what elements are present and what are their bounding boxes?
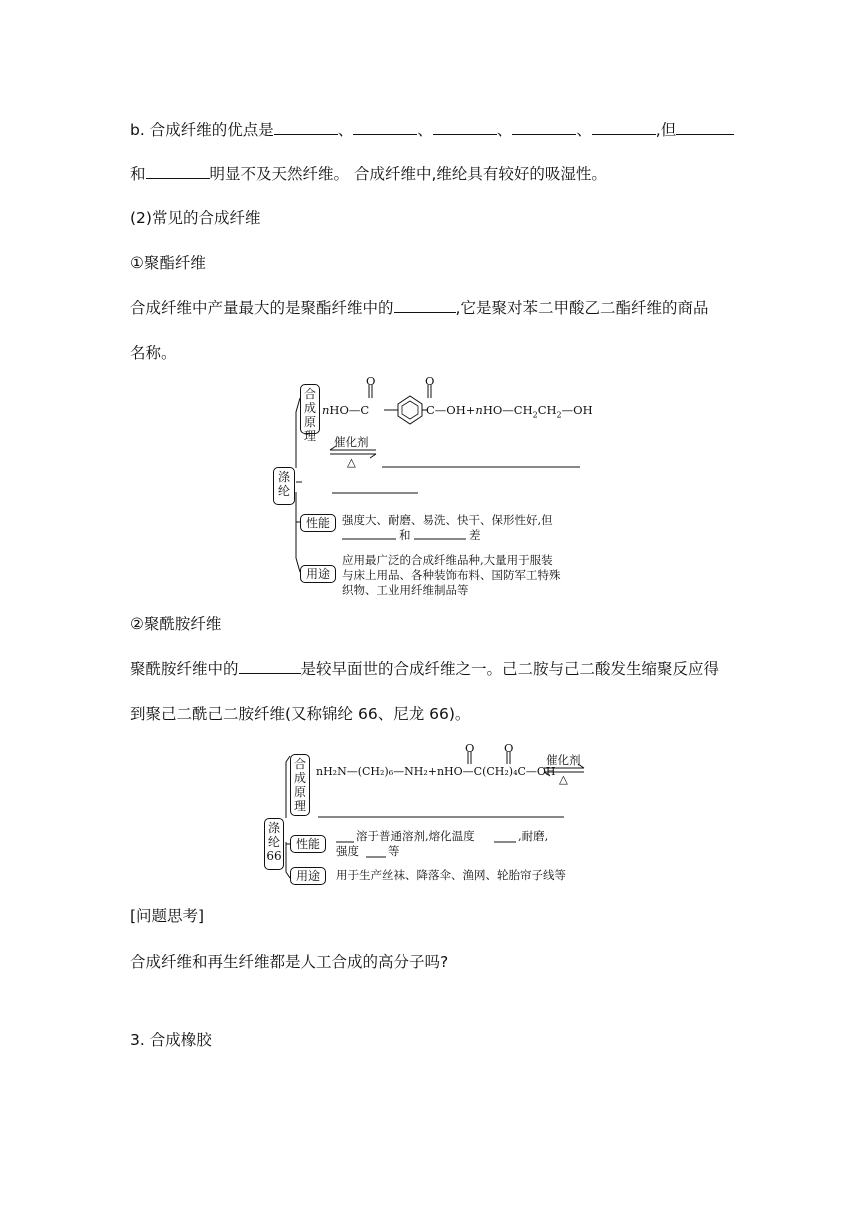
heat-symbol: △ <box>559 772 568 786</box>
catalyst-label: 催化剂 <box>334 435 369 449</box>
formula-part: HO—C <box>329 403 370 417</box>
text: ,但 <box>655 121 677 139</box>
oxygen-label: O <box>465 741 475 755</box>
property-label: 性能 <box>290 835 326 853</box>
question-text: 合成纤维和再生纤维都是人工合成的高分子吗? <box>130 953 449 971</box>
usage-text: 与床上用品、各种装饰布料、国防军工特殊 <box>342 568 561 582</box>
polyester-title: ①聚酯纤维 <box>130 254 206 272</box>
blank <box>146 164 210 179</box>
text: ,它是聚对苯二甲酸乙二酯纤维的商品 <box>455 299 709 317</box>
terylene-center-box: 涤纶 <box>273 467 295 505</box>
nylon66-diagram <box>262 740 602 888</box>
coefficient: n <box>322 403 330 417</box>
blank <box>676 120 734 135</box>
section-3-title: 3. 合成橡胶 <box>130 1031 212 1049</box>
blank <box>353 120 417 135</box>
principle-label: 合成原理 <box>290 754 310 816</box>
formula-part: HO—CH <box>482 403 533 417</box>
subscript: 2 <box>556 410 562 420</box>
blank <box>512 120 576 135</box>
reactant-formula <box>426 403 593 419</box>
text: 合成纤维中产量最大的是聚酯纤维中的 <box>130 299 394 317</box>
text: 是较早面世的合成纤维之一。己二胺与己二酸发生缩聚反应得 <box>300 660 720 678</box>
usage-label: 用途 <box>300 565 336 583</box>
polyamide-line-1 <box>130 659 719 679</box>
principle-label: 合成原理 <box>300 384 320 434</box>
text: 明显不及天然纤维。 合成纤维中,维纶具有较好的吸湿性。 <box>209 165 607 183</box>
usage-text: 织物、工业用纤维制品等 <box>342 583 469 597</box>
heat-symbol: △ <box>347 455 356 469</box>
text: 、 <box>576 121 592 139</box>
oxygen-label: O <box>504 741 514 755</box>
text: 、 <box>496 121 513 139</box>
polyamide-line-2: 到聚己二酰己二胺纤维(又称锦纶 66、尼龙 66)。 <box>130 705 471 723</box>
usage-text: 应用最广泛的合成纤维品种,大量用于服装 <box>342 553 553 567</box>
property-text: 强度 <box>336 844 359 858</box>
reactant-formula <box>322 403 369 417</box>
text: 和 <box>130 165 146 183</box>
catalyst-label: 催化剂 <box>546 753 581 767</box>
text: 聚酰胺纤维中的 <box>130 660 239 678</box>
property-poor: 差 <box>469 528 481 542</box>
polyester-line-2: 名称。 <box>130 344 177 362</box>
advantages-line-2 <box>130 164 607 184</box>
property-text: 等 <box>388 844 400 858</box>
blank <box>592 120 656 135</box>
blank <box>394 298 456 313</box>
text: 、 <box>417 121 433 139</box>
property-text: 溶于普通溶剂,熔化温度 <box>356 829 475 843</box>
terylene-diagram <box>270 372 593 602</box>
property-text: ,耐磨, <box>518 829 549 843</box>
formula-part: —OH <box>561 403 593 417</box>
blank <box>274 120 338 135</box>
text: 、 <box>337 121 354 139</box>
property-label: 性能 <box>300 514 336 532</box>
polyamide-title: ②聚酰胺纤维 <box>130 615 222 633</box>
section-2-title: (2)常见的合成纤维 <box>130 209 261 227</box>
question-title: [问题思考] <box>130 907 205 925</box>
nylon-center-box: 涤纶66 <box>264 818 284 870</box>
subscript: 2 <box>532 410 538 420</box>
oxygen-label: O <box>366 374 376 388</box>
blank <box>239 659 301 674</box>
text: b. 合成纤维的优点是 <box>130 121 274 139</box>
coefficient: n <box>475 403 483 417</box>
reactant-formula: nH₂N—(CH₂)₆—NH₂+nHO—C(CH₂)₄C—OH <box>316 765 556 778</box>
property-text: 强度大、耐磨、易洗、快干、保形性好,但 <box>342 513 553 527</box>
advantages-line-1 <box>130 120 734 140</box>
oxygen-label: O <box>425 374 435 388</box>
polyester-line-1 <box>130 298 708 318</box>
property-and: 和 <box>399 528 411 542</box>
formula-part: C—OH+ <box>426 403 476 417</box>
blank <box>433 120 497 135</box>
formula-part: CH <box>537 403 557 417</box>
usage-label: 用途 <box>290 867 326 885</box>
usage-text: 用于生产丝袜、降落伞、渔网、轮胎帘子线等 <box>336 868 566 882</box>
